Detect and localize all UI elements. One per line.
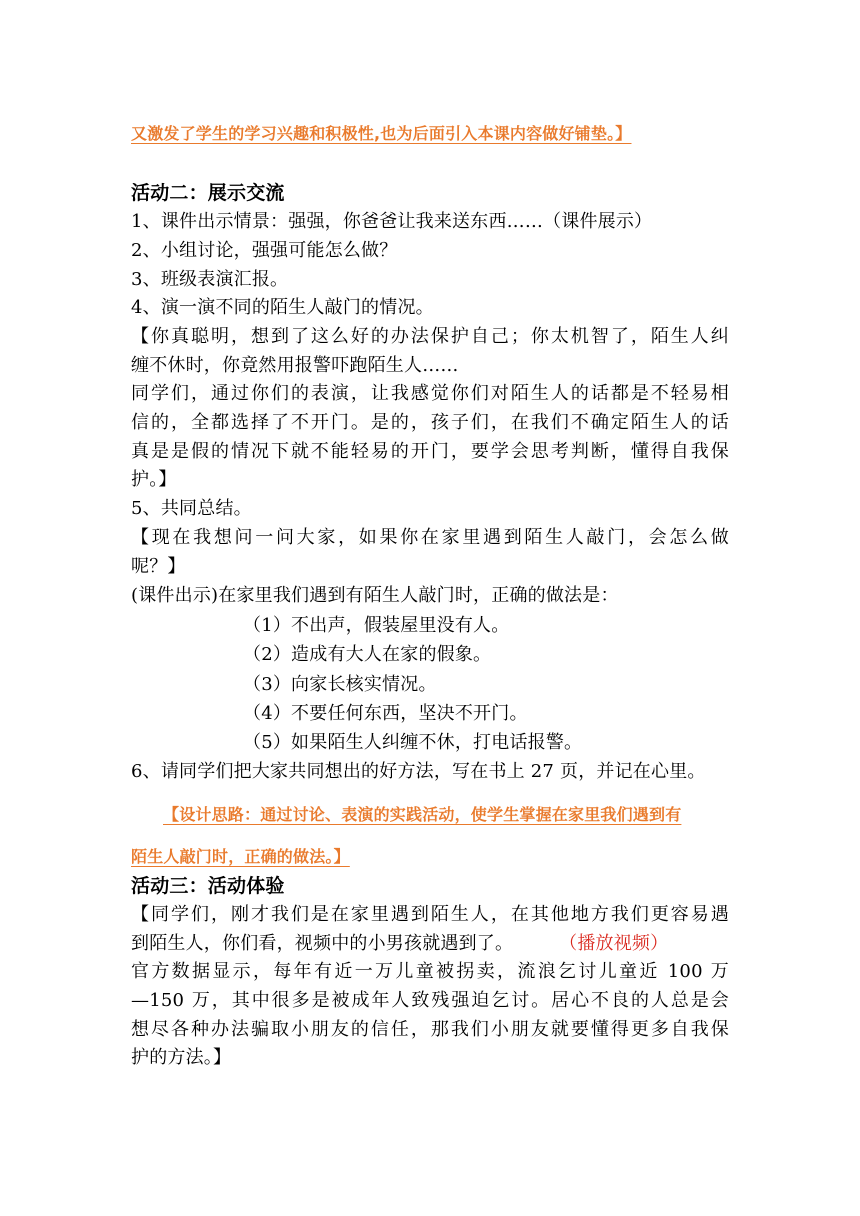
data-line-3: 想尽各种办法骗取小朋友的信任，那我们小朋友就要懂得更多自我保 (131, 1019, 729, 1040)
summary-line-1: 同学们，通过你们的表演，让我感觉你们对陌生人的话都是不轻易相 (131, 383, 729, 404)
activity3-intro-line-2 (131, 932, 668, 956)
summary-line-2: 信的，全都选择了不开门。是的，孩子们，在我们不确定陌生人的话 (131, 412, 729, 433)
correct-method-4: （4）不要任何东西，坚决不开门。 (243, 703, 528, 724)
correct-method-5: （5）如果陌生人纠缠不休，打电话报警。 (243, 732, 583, 753)
activity3-heading: 活动三：活动体验 (131, 875, 285, 897)
correct-methods-intro: (课件出示)在家里我们遇到有陌生人敲门时，正确的做法是： (131, 585, 619, 606)
praise-line-2: 缠不休时，你竟然用报警吓跑陌生人…… (131, 355, 459, 376)
activity3-intro-line-1: 【同学们，刚才我们是在家里遇到陌生人，在其他地方我们更容易遇 (131, 904, 729, 925)
play-video-note: （播放视频） (559, 933, 669, 954)
design-note-line-2: 陌生人敲门时，正确的做法。】 (131, 847, 350, 866)
correct-method-2: （2）造成有大人在家的假象。 (243, 644, 492, 665)
activity2-heading: 活动二：展示交流 (131, 182, 285, 204)
summary-line-4: 护。】 (131, 469, 177, 490)
correct-method-3: （3）向家长核实情况。 (243, 674, 437, 695)
data-line-1: 官方数据显示，每年有近一万儿童被拐卖，流浪乞讨儿童近 100 万 (131, 961, 729, 982)
top-design-note: 又激发了学生的学习兴趣和积极性,也为后面引入本课内容做好铺垫。】 (131, 124, 632, 143)
praise-line-1: 【你真聪明，想到了这么好的办法保护自己；你太机智了，陌生人纠 (131, 326, 729, 347)
step-3: 3、班级表演汇报。 (131, 269, 289, 290)
correct-method-1: （1）不出声，假装屋里没有人。 (243, 615, 510, 636)
step-1: 1、课件出示情景：强强，你爸爸让我来送东西……（课件展示） (131, 211, 653, 232)
design-note-line-1: 【设计思路：通过讨论、表演的实践活动，使学生掌握在家里我们遇到有 (163, 805, 682, 824)
step-5: 5、共同总结。 (131, 498, 252, 519)
step-4: 4、演一演不同的陌生人敲门的情况。 (131, 297, 434, 318)
step-2: 2、小组讨论，强强可能怎么做？ (131, 240, 398, 261)
question-line-2: 呢？】 (131, 556, 186, 577)
step-6: 6、请同学们把大家共同想出的好方法，写在书上 27 页，并记在心里。 (131, 761, 706, 782)
question-line-1: 【现在我想问一问大家，如果你在家里遇到陌生人敲门，会怎么做 (131, 527, 729, 548)
activity3-intro-text: 到陌生人，你们看，视频中的小男孩就遇到了。 (131, 933, 514, 954)
summary-line-3: 真是是假的情况下就不能轻易的开门，要学会思考判断，懂得自我保 (131, 441, 729, 462)
data-line-2: —150 万，其中很多是被成年人致残强迫乞讨。居心不良的人总是会 (131, 990, 729, 1011)
data-line-4: 护的方法。】 (131, 1047, 232, 1068)
